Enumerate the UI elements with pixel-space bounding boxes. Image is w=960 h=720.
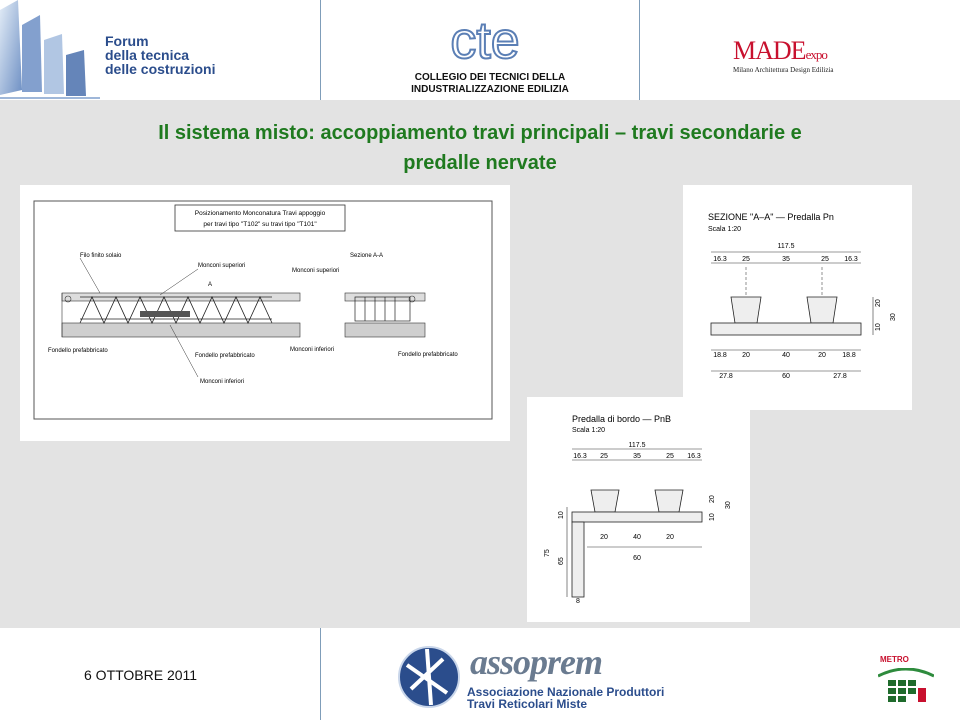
- metro-logo-icon: [878, 668, 934, 708]
- monconatura-drawing: [20, 185, 510, 441]
- sezione-dim-right: 10: [875, 323, 882, 331]
- sezione-dim-bottom: 40: [782, 352, 790, 359]
- made-expo-subtitle: Milano Architettura Design Edilizia: [733, 66, 834, 74]
- sezione-dim-top: 25: [821, 256, 829, 263]
- cte-caption: [380, 72, 600, 96]
- header-divider: [320, 0, 321, 100]
- sezione-dim-bottom: 20: [742, 352, 750, 359]
- label-monconi-sup: Monconi superiori: [198, 263, 246, 269]
- made-suffix: expo: [805, 47, 827, 62]
- sezione-dim-bottom: 20: [818, 352, 826, 359]
- sezione-dim-top: 16.3: [844, 256, 858, 263]
- made-main: MADE: [733, 36, 806, 65]
- sezione-scala: Scala 1:20: [708, 226, 742, 233]
- cte-logo-text: cte: [450, 12, 520, 70]
- bordo-dim-right: 30: [725, 501, 732, 509]
- sezione-aa-drawing: [683, 185, 912, 410]
- bordo-scala: Scala 1:20: [572, 427, 606, 434]
- label-fondello2: Fondello prefabbricato: [195, 353, 255, 359]
- sezione-dim-base: 27.8: [833, 373, 847, 380]
- assoprem-logo: assoprem: [470, 642, 603, 682]
- slide-title-line: Il sistema misto: accoppiamento travi principali – travi secondarie e: [158, 122, 802, 144]
- bordo-dim-top: 25: [600, 453, 608, 460]
- bordo-dim-foot: 8: [576, 598, 580, 605]
- made-expo-logo: [733, 36, 827, 66]
- bordo-dim-right: 20: [709, 495, 716, 503]
- header-divider: [639, 0, 640, 100]
- bordo-dim-total: 117.5: [628, 442, 646, 449]
- forum-line: della tecnica: [105, 47, 190, 63]
- drawing-predalla-bordo: [527, 397, 750, 622]
- bordo-dim-top: 25: [666, 453, 674, 460]
- sezione-dim-top: 16.3: [713, 256, 727, 263]
- sezione-dim-top: 25: [742, 256, 750, 263]
- box-line: per travi tipo "T102" su travi tipo "T101": [203, 221, 317, 228]
- box-line: Posizionamento Monconatura Travi appoggio: [194, 210, 326, 217]
- footer-date: 6 OTTOBRE 2011: [84, 667, 198, 683]
- forum-line: delle costruzioni: [105, 61, 216, 77]
- sezione-dim-top: 35: [782, 256, 790, 263]
- forum-building-logo: [0, 0, 100, 100]
- bordo-title: Predalla di bordo — PnB: [572, 414, 672, 424]
- label-a: A: [208, 282, 213, 288]
- label-monconi-inf2: Monconi inferiori: [290, 347, 335, 353]
- cte-logo: [435, 8, 535, 70]
- sezione-title: SEZIONE "A–A" — Predalla Pn: [708, 212, 834, 222]
- predalla-bordo-drawing: [527, 397, 750, 622]
- bordo-dim-top: 16.3: [687, 453, 701, 460]
- sezione-dim-bottom: 18.8: [842, 352, 856, 359]
- assoprem-globe-icon: [397, 645, 461, 709]
- bordo-dim-left: 10: [558, 511, 565, 519]
- bordo-dim-top: 16.3: [573, 453, 587, 460]
- bordo-dim-left: 65: [558, 557, 565, 565]
- sezione-dim-total: 117.5: [777, 243, 795, 250]
- sezione-dim-base: 27.8: [719, 373, 733, 380]
- footer-divider: [320, 628, 321, 720]
- sezione-dim-base: 60: [782, 373, 790, 380]
- label-monconi-sup2: Monconi superiori: [292, 268, 340, 274]
- bordo-dim-bottom: 20: [600, 534, 608, 541]
- header: [0, 0, 960, 100]
- assoprem-subtitle: [467, 686, 664, 710]
- cte-caption-line: INDUSTRIALIZZAZIONE EDILIZIA: [411, 84, 569, 95]
- assoprem-subtitle-line: Travi Reticolari Miste: [467, 697, 588, 711]
- bordo-dim-right: 10: [709, 513, 716, 521]
- label-sezione: Sezione A-A: [350, 253, 384, 259]
- label-monconi-inf: Monconi inferiori: [200, 379, 245, 385]
- metro-logo-text: METRO: [880, 655, 909, 664]
- bordo-dim-base: 60: [633, 555, 641, 562]
- assoprem-subtitle-line: Associazione Nazionale Produttori: [467, 685, 665, 699]
- sezione-dim-bottom: 18.8: [713, 352, 727, 359]
- forum-line: Forum: [105, 33, 149, 49]
- forum-logo-text: [105, 34, 215, 76]
- slide-title-line: predalle nervate: [403, 152, 557, 174]
- cte-caption-line: COLLEGIO DEI TECNICI DELLA: [414, 72, 566, 83]
- drawing-monconatura: [20, 185, 510, 441]
- drawing-sezione-aa: [683, 185, 912, 410]
- bordo-dim-left: 75: [544, 549, 551, 557]
- slide-title: [60, 118, 900, 178]
- label-filo: Filo finito solaio: [80, 253, 122, 259]
- bordo-dim-bottom: 20: [666, 534, 674, 541]
- bordo-dim-bottom: 40: [633, 534, 641, 541]
- sezione-dim-right: 20: [875, 299, 882, 307]
- bordo-dim-top: 35: [633, 453, 641, 460]
- label-fondello3: Fondello prefabbricato: [398, 352, 458, 358]
- sezione-dim-right: 30: [890, 313, 897, 321]
- label-fondello1: Fondello prefabbricato: [48, 348, 108, 354]
